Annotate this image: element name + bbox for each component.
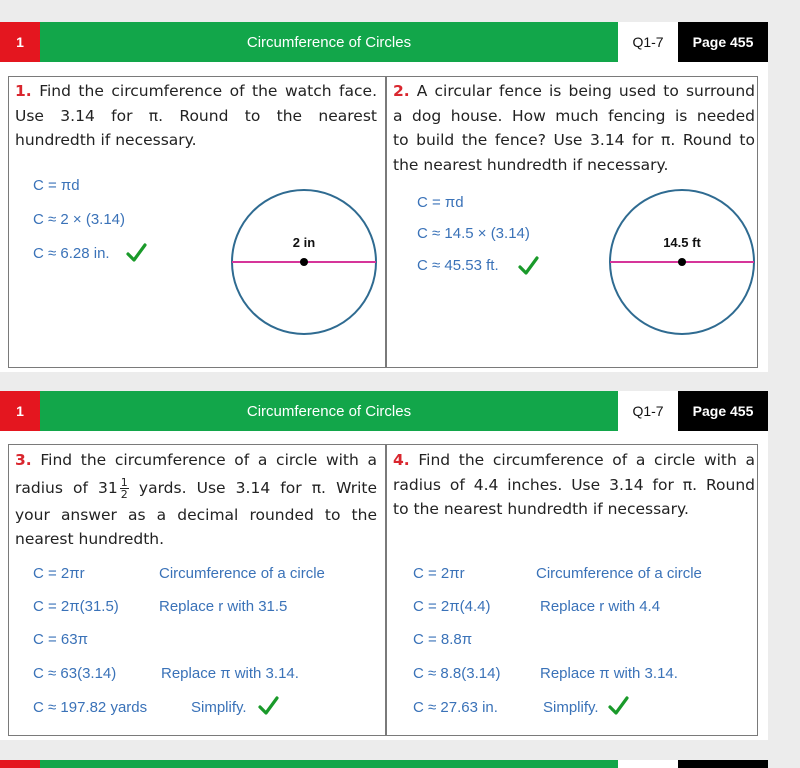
step-2-eq: C = 2π(31.5) [33, 598, 119, 615]
checkmark-icon [257, 695, 279, 717]
step-1-eq: C = 2πr [413, 565, 465, 582]
slide-number: 1 [0, 391, 40, 431]
problem-number: 3. [15, 451, 32, 469]
step-5-note: Simplify. [191, 699, 247, 716]
problems-box [8, 76, 758, 368]
slide-header [0, 22, 768, 62]
checkmark-icon [517, 255, 539, 277]
step-4-eq: C ≈ 8.8(3.14) [413, 665, 501, 682]
step-1-note: Circumference of a circle [536, 565, 702, 582]
step-1-eq: C = 2πr [33, 565, 85, 582]
problem-text-line: Find the circumference of the watch face. [39, 82, 377, 100]
page-number: Page 455 [678, 22, 768, 62]
next-slide-header-partial [0, 760, 768, 768]
fraction: $\frac{1}{2}$ [120, 475, 128, 501]
problem-text-line: the nearest hundredth if necessary. [393, 155, 669, 174]
step-2-note: Replace r with 4.4 [540, 598, 661, 615]
problem-text-line: to the nearest hundredth if necessary. [393, 500, 689, 518]
slide-title: Circumference of Circles [40, 391, 618, 431]
circle-figure-1 [229, 187, 379, 337]
problem-number: 1. [15, 82, 32, 100]
step-3: C ≈ 6.28 in. [33, 245, 110, 262]
problem-3-text [15, 448, 377, 552]
problem-4-text [393, 448, 755, 522]
step-2: C ≈ 14.5 × (3.14) [417, 225, 530, 242]
circle-figure-2 [607, 187, 757, 337]
problem-text-line: your answer as a decimal rounded to the [15, 505, 377, 524]
step-2-note: Replace r with 31.5 [159, 598, 288, 615]
slide-number: 1 [0, 22, 40, 62]
step-5-eq: C ≈ 197.82 yards [33, 699, 148, 716]
step-1-note: Circumference of a circle [159, 565, 325, 582]
step-3: C ≈ 45.53 ft. [417, 257, 499, 274]
problem-text-line: Find the circumference of a circle with a [40, 451, 377, 469]
column-divider [385, 445, 387, 735]
diameter-label: 2 in [292, 235, 316, 250]
problem-text-line: Find the circumference of a circle with a [418, 451, 755, 469]
column-divider [385, 77, 387, 367]
problem-text-line: hundredth if necessary. [15, 131, 197, 149]
problem-text-line: Use 3.14 for π. Round to the nearest [15, 106, 377, 125]
step-4-note: Replace π with 3.14. [540, 665, 678, 682]
slide-2 [0, 391, 768, 740]
problem-text-line: to build the fence? Use 3.14 for π. Round to [393, 131, 755, 149]
step-5-note: Simplify. [543, 699, 599, 716]
problem-text-line: radius of 4.4 inches. Use 3.14 for π. Round [393, 475, 755, 494]
problem-text-line: radius of 31 [15, 478, 118, 497]
problem-text-line: nearest hundredth. [15, 530, 165, 548]
step-4-note: Replace π with 3.14. [161, 665, 299, 682]
diameter-label: 14.5 ft [663, 235, 701, 250]
slide-header [0, 391, 768, 431]
problem-text-line: yards. Use 3.14 for π. Write [138, 478, 377, 497]
page-number: Page 455 [678, 391, 768, 431]
problem-text-line: A circular fence is being used to surround [416, 82, 755, 100]
problem-1-text [15, 79, 377, 153]
step-3-eq: C = 8.8π [413, 631, 473, 648]
problems-box [8, 444, 758, 736]
checkmark-icon [125, 242, 147, 264]
question-range: Q1-7 [618, 391, 678, 431]
step-5-eq: C ≈ 27.63 in. [413, 699, 498, 716]
question-range: Q1-7 [618, 22, 678, 62]
step-2-eq: C = 2π(4.4) [413, 598, 491, 615]
step-1: C = πd [417, 194, 464, 211]
slide-title: Circumference of Circles [40, 22, 618, 62]
step-3-eq: C = 63π [33, 631, 88, 648]
problem-number: 4. [393, 451, 410, 469]
step-1: C = πd [33, 177, 80, 194]
step-4-eq: C ≈ 63(3.14) [33, 665, 117, 682]
problem-text-line: a dog house. How much fencing is needed [393, 106, 755, 125]
slide-1 [0, 22, 768, 372]
problem-number: 2. [393, 82, 410, 100]
step-2: C ≈ 2 × (3.14) [33, 211, 126, 228]
problem-2-text [393, 79, 755, 177]
checkmark-icon [607, 695, 629, 717]
